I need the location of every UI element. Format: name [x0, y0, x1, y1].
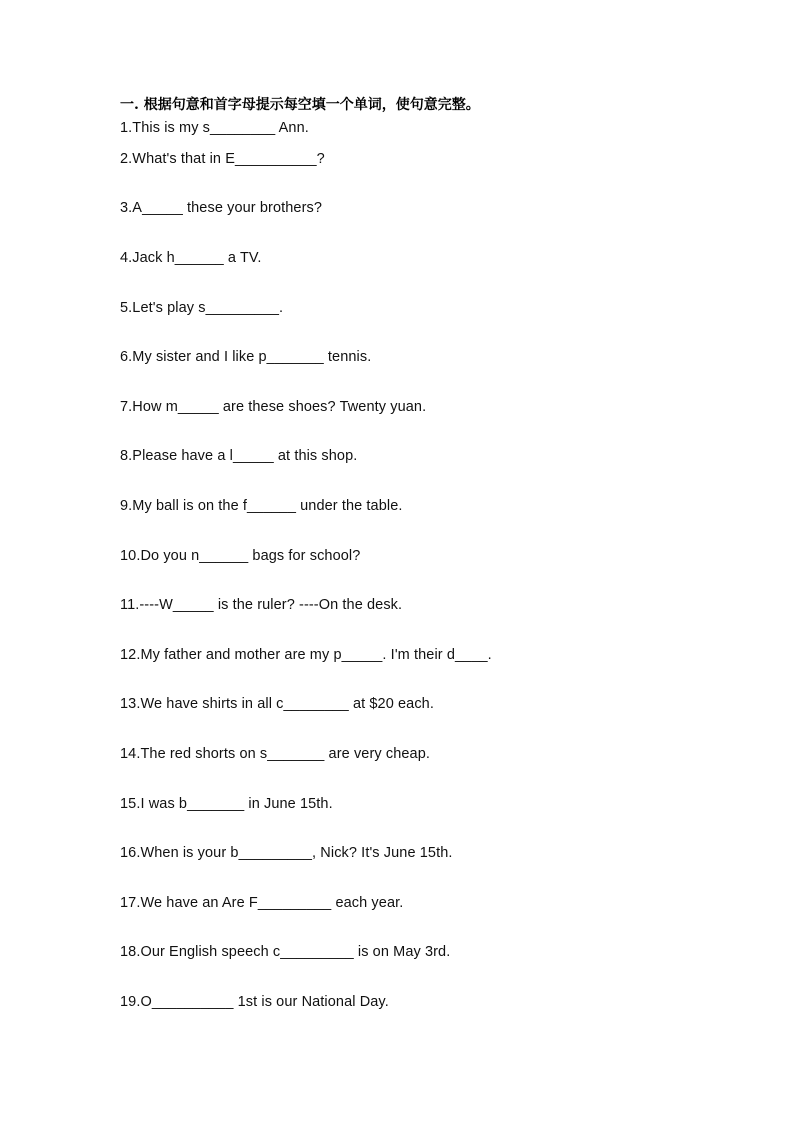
question-17: 17.We have an Are F_________ each year. — [120, 895, 404, 911]
question-1: 1.This is my s________ Ann. — [120, 120, 309, 136]
question-10: 10.Do you n______ bags for school? — [120, 548, 361, 564]
question-9: 9.My ball is on the f______ under the table. — [120, 498, 403, 514]
question-13: 13.We have shirts in all c________ at $20 each. — [120, 696, 434, 712]
question-5: 5.Let's play s_________. — [120, 300, 284, 316]
question-2: 2.What's that in E__________? — [120, 151, 325, 167]
section-heading: 一. 根据句意和首字母提示每空填一个单词，使句意完整。 — [120, 97, 480, 113]
question-14: 14.The red shorts on s_______ are very cheap. — [120, 746, 430, 762]
question-16: 16.When is your b_________, Nick? It's June 15th. — [120, 845, 453, 861]
question-19: 19.O__________ 1st is our National Day. — [120, 994, 389, 1010]
question-4: 4.Jack h______ a TV. — [120, 250, 262, 266]
question-11: 11.----W_____ is the ruler? ----On the desk. — [120, 597, 403, 613]
question-18: 18.Our English speech c_________ is on May 3rd. — [120, 944, 451, 960]
question-15: 15.I was b_______ in June 15th. — [120, 796, 333, 812]
question-6: 6.My sister and I like p_______ tennis. — [120, 349, 372, 365]
question-3: 3.A_____ these your brothers? — [120, 200, 323, 216]
question-8: 8.Please have a l_____ at this shop. — [120, 448, 358, 464]
question-7: 7.How m_____ are these shoes? Twenty yuan. — [120, 399, 427, 415]
question-12: 12.My father and mother are my p_____. I'm their d____. — [120, 647, 492, 663]
